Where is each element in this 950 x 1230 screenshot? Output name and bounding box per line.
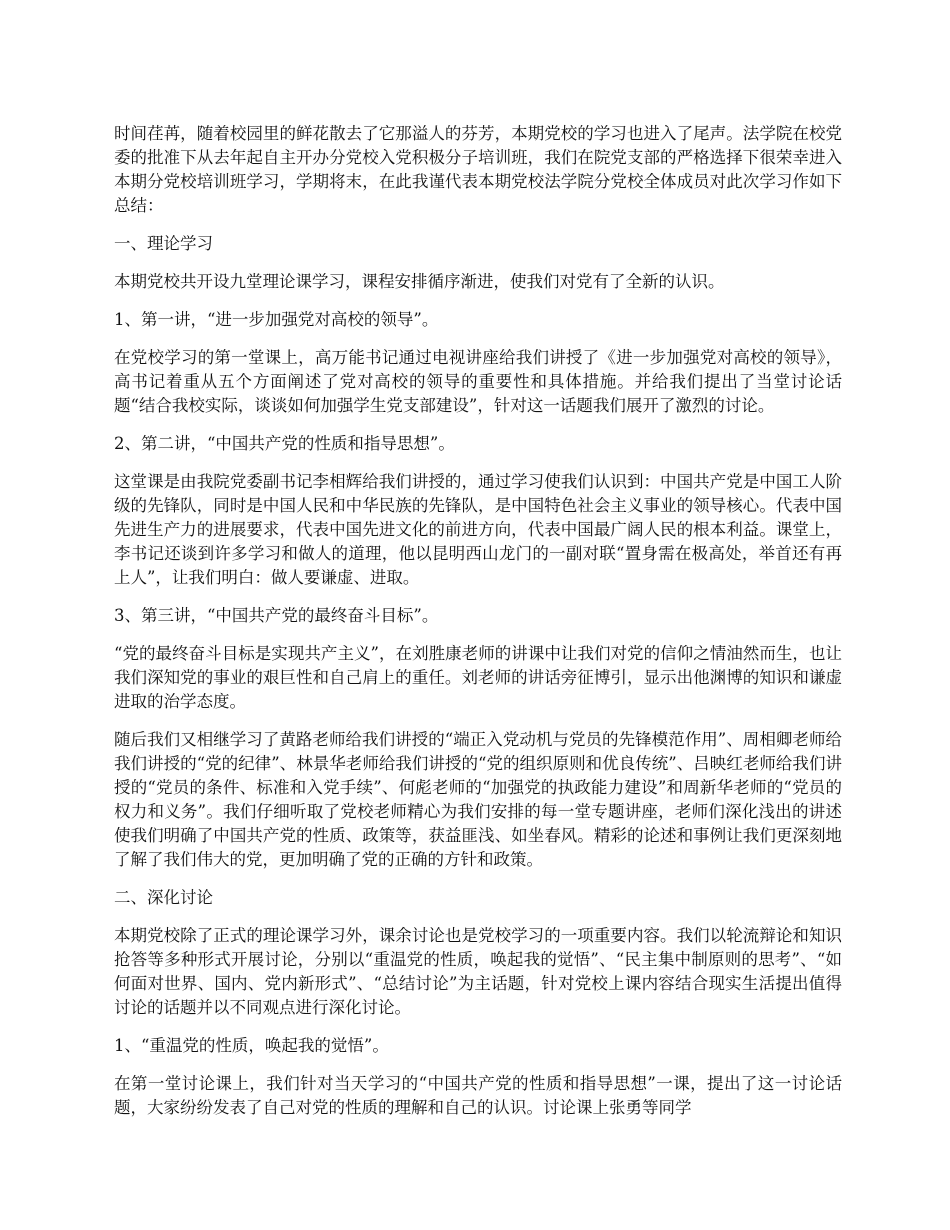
lecture-3-paragraph: “党的最终奋斗目标是实现共产主义”，在刘胜康老师的讲课中让我们对党的信仰之情油然而生，也让我们深知党的事业的艰巨性和自己肩上的重任。刘老师的讲话旁征博引，显示出他渊博的知识和谦虚进取的治学态度。 — [114, 644, 842, 711]
lecture-3-heading: 3、第三讲，“中国共产党的最终奋斗目标”。 — [114, 606, 439, 625]
section-heading-theory: 一、理论学习 — [114, 234, 213, 253]
lecture-1-paragraph: 在党校学习的第一堂课上，高万能书记通过电视讲座给我们讲授了《进一步加强党对高校的领导》，高书记着重从五个方面阐述了党对高校的领导的重要性和具体措施。并给我们提出了当堂讨论话题“结合我校实际，谈谈如何加强学生党支部建设”，针对这一话题我们展开了激烈的讨论。 — [114, 348, 842, 415]
section-heading-discussion: 二、深化讨论 — [114, 888, 213, 907]
lecture-2-heading: 2、第二讲，“中国共产党的性质和指导思想”。 — [114, 434, 455, 453]
lecture-2-paragraph: 这堂课是由我院党委副书记李相辉给我们讲授的，通过学习使我们认识到：中国共产党是中国工人阶级的先锋队，同时是中国人民和中华民族的先锋队，是中国特色社会主义事业的领导核心。代表中国先进生产力的进展要求，代表中国先进文化的前进方向，代表中国最广阔人民的根本利益。课堂上，李书记还谈到许多学习和做人的道理，他以昆明西山龙门的一副对联“置身需在极高处，举首还有再上人”，让我们明白：做人要谦虚、进取。 — [114, 472, 842, 587]
discussion-overview-paragraph: 本期党校除了正式的理论课学习外，课余讨论也是党校学习的一项重要内容。我们以轮流辩论和知识抢答等多种形式开展讨论，分别以“重温党的性质，唤起我的觉悟”、“民主集中制原则的思考”、“如何面对世界、国内、党内新形式”、“总结讨论”为主话题，针对党校上课内容结合现实生活提出值得讨论的话题并以不同观点进行深化讨论。 — [114, 926, 842, 1017]
discussion-1-paragraph: 在第一堂讨论课上，我们针对当天学习的“中国共产党的性质和指导思想”一课，提出了这一讨论话题，大家纷纷发表了自己对党的性质的理解和自己的认识。讨论课上张勇等同学 — [114, 1074, 842, 1117]
theory-overview-paragraph: 本期党校共开设九堂理论课学习，课程安排循序渐进，使我们对党有了全新的认识。 — [114, 272, 725, 291]
lecture-1-heading: 1、第一讲，“进一步加强党对高校的领导”。 — [114, 310, 439, 329]
document-page — [114, 122, 842, 1134]
intro-paragraph: 时间荏苒，随着校园里的鲜花散去了它那溢人的芬芳，本期党校的学习也进入了尾声。法学院在校党委的批准下从去年起自主开办分党校入党积极分子培训班，我们在院党支部的严格选择下很荣幸进入本期分党校培训班学习，学期将末，在此我谨代表本期党校法学院分党校全体成员对此次学习作如下总结： — [114, 124, 842, 215]
discussion-1-heading: 1、“重温党的性质，唤起我的觉悟”。 — [114, 1036, 389, 1055]
later-lectures-paragraph: 随后我们又相继学习了黄路老师给我们讲授的“端正入党动机与党员的先锋模范作用”、周相卿老师给我们讲授的“党的纪律”、林景华老师给我们讲授的“党的组织原则和优良传统”、吕映红老师给我们讲授的“党员的条件、标准和入党手续”、何彪老师的“加强党的执政能力建设”和周新华老师的“党员的权力和义务”。我们仔细听取了党校老师精心为我们安排的每一堂专题讲座，老师们深化浅出的讲述使我们明确了中国共产党的性质、政策等，获益匪浅、如坐春风。精彩的论述和事例让我们更深刻地了解了我们伟大的党，更加明确了党的正确的方针和政策。 — [114, 730, 842, 869]
